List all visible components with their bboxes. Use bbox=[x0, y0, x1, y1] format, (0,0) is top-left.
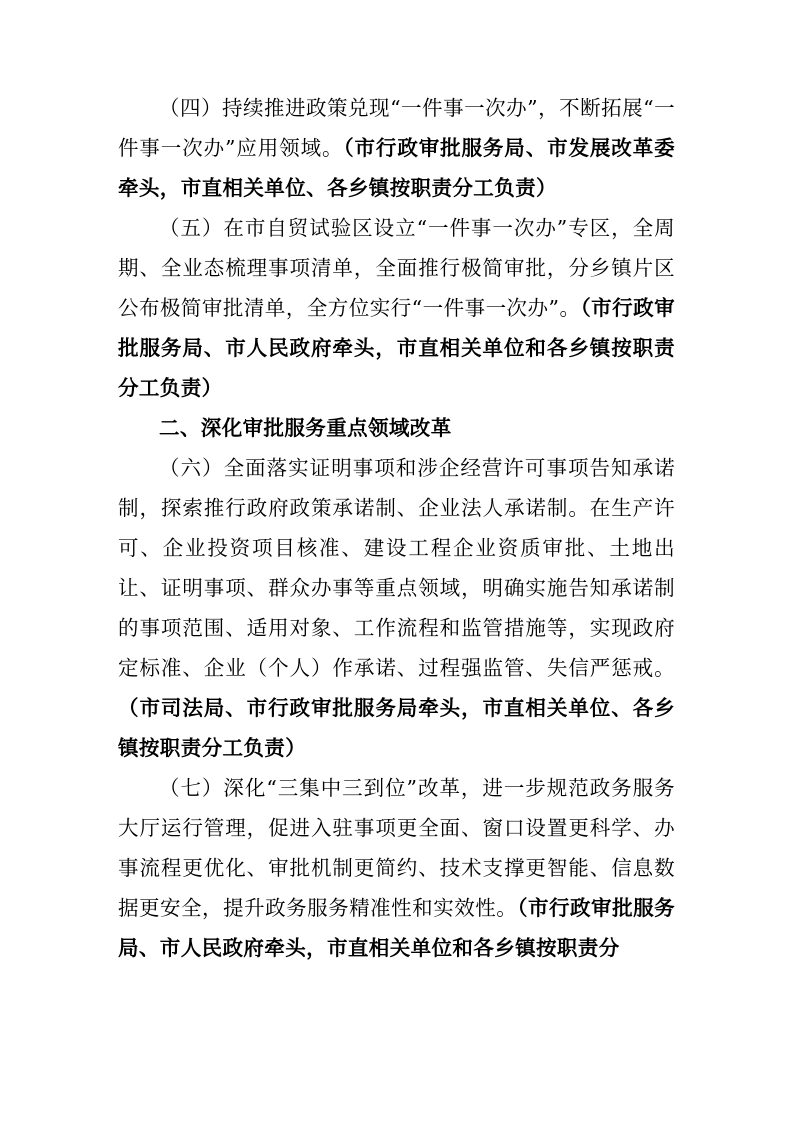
document-body bbox=[118, 88, 675, 968]
body-text: （七）深化“三集中三到位”改革，进一步规范政务服务大厅运行管理，促进入驻事项更全面、窗口设置更科学、办事流程更优化、审批机制更简约、技术支撑更智能、信息数据更安全，提升政务服务精准性和实效性。 bbox=[118, 776, 675, 920]
responsible-unit-text: （市行政审批服务局、市人民政府牵头，市直相关单位和各乡镇按职责分 bbox=[118, 896, 675, 960]
document-paragraph bbox=[118, 768, 675, 968]
responsible-unit-text: （市行政审批服务局、市发展改革委牵头，市直相关单位、各乡镇按职责分工负责） bbox=[118, 136, 675, 200]
document-paragraph bbox=[118, 448, 675, 768]
body-text: （五）在市自贸试验区设立“一件事一次办”专区，全周期、全业态梳理事项清单，全面推行极简审批，分乡镇片区公布极简审批清单，全方位实行“一件事一次办”。 bbox=[118, 216, 675, 320]
responsible-unit-text: （市行政审批服务局、市人民政府牵头，市直相关单位和各乡镇按职责分工负责） bbox=[118, 296, 675, 400]
section-heading bbox=[118, 408, 675, 448]
responsible-unit-text: （市司法局、市行政审批服务局牵头，市直相关单位、各乡镇按职责分工负责） bbox=[118, 696, 675, 760]
document-paragraph bbox=[118, 208, 675, 408]
body-text: （四）持续推进政策兑现“一件事一次办”，不断拓展“一件事一次办”应用领域。 bbox=[118, 96, 675, 160]
document-paragraph bbox=[118, 88, 675, 208]
responsible-unit-text: 二、深化审批服务重点领域改革 bbox=[159, 416, 452, 440]
body-text: （六）全面落实证明事项和涉企经营许可事项告知承诺制，探索推行政府政策承诺制、企业法人承诺制。在生产许可、企业投资项目核准、建设工程企业资质审批、土地出让、证明事项、群众办事等重点领域，明确实施告知承诺制的事项范围、适用对象、工作流程和监管措施等，实现政府定标准、企业（个人）作承诺、过程强监管、失信严惩戒。 bbox=[118, 456, 675, 680]
